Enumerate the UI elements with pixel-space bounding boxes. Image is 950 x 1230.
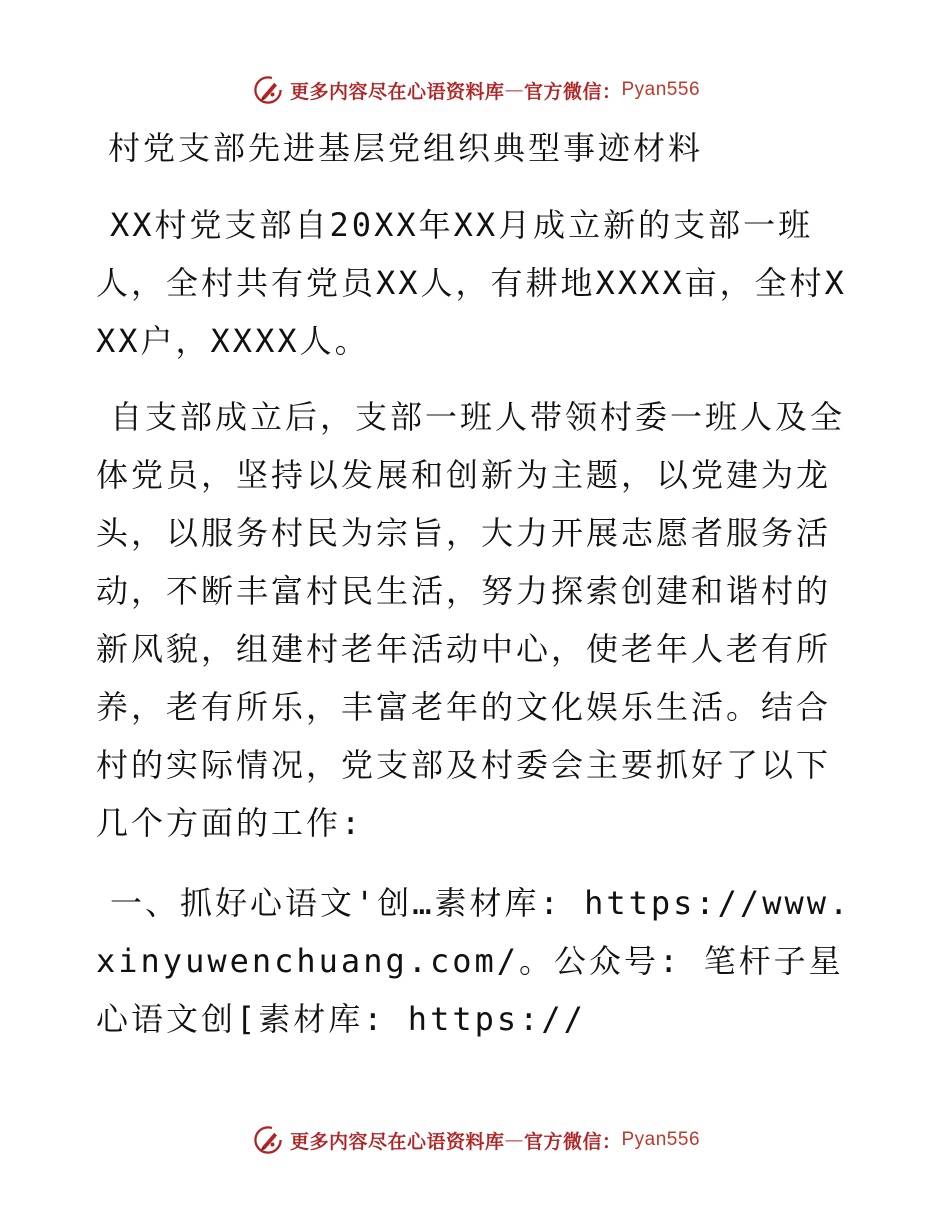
document-title: 村党支部先进基层党组织典型事迹材料 [108,129,704,167]
banner-separator: — [504,1129,524,1151]
pen-logo-icon [250,1122,286,1158]
pen-logo-icon [250,72,286,108]
banner-site-text: 更多内容尽在心语资料库 [289,1130,505,1153]
paragraph-section-one: 一、抓好心语文'创…素材库: https://www.xinyuwenchuang.com/。公众号: 笔杆子星心语文创[素材库: https:// [96,884,852,1038]
footer-watermark-banner [0,1120,950,1160]
banner-site-text: 更多内容尽在心语资料库 [289,80,505,103]
document-body [96,120,856,1070]
header-watermark-banner [0,70,950,110]
banner-wechat-label: 官方微信： [523,80,622,103]
banner-separator: — [504,79,524,101]
banner-wechat-id: Pyan556 [621,79,701,100]
paragraph-achievements: 自支部成立后，支部一班人带领村委一班人及全体党员，坚持以发展和创新为主题，以党建为龙头，以服务村民为宗旨，大力开展志愿者服务活动，不断丰富村民生活，努力探索创建和谐村的新风貌，组建村老年活动中心，使老年人老有所养，老有所乐，丰富老年的文化娱乐生活。结合村的实际情况，党支部及村委会主要抓好了以下几个方面的工作: [96,398,846,842]
banner-wechat-label: 官方微信： [523,1130,622,1153]
banner-wechat-id: Pyan556 [621,1129,701,1150]
paragraph-intro: XX村党支部自20XX年XX月成立新的支部一班人，全村共有党员XX人，有耕地XXXX亩，全村XXX户，XXXX人。 [96,206,847,360]
